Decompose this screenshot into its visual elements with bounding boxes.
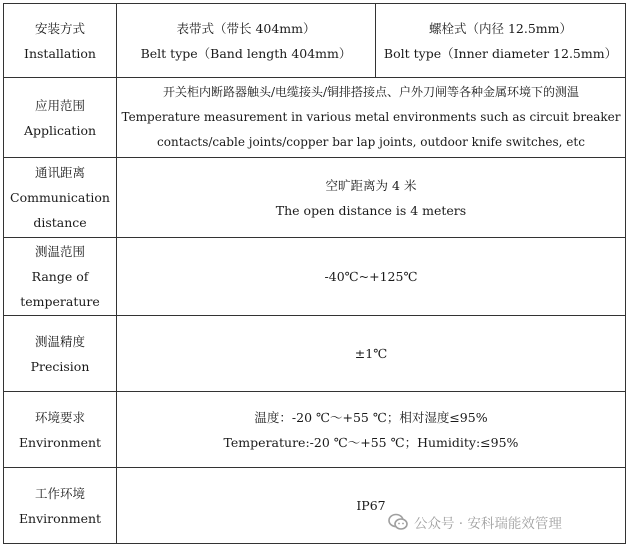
communication-row <box>4 158 626 238</box>
bolt-type-cell <box>376 4 626 78</box>
wechat-official-account-icon <box>388 513 408 531</box>
communication-label-zh: 通讯距离 <box>34 165 85 180</box>
application-label-en: Application <box>23 122 97 138</box>
application-label-cell <box>4 78 117 158</box>
working-value: IP67 <box>356 498 386 513</box>
installation-label-en: Installation <box>24 45 96 61</box>
environment-label-zh: 环境要求 <box>34 409 85 425</box>
environment-value-cell <box>117 392 626 468</box>
application-value-en-2: contacts/cable joints/copper bar lap joints, outdoor knife switches, etc <box>157 135 585 149</box>
range-label-zh: 测温范围 <box>34 244 85 259</box>
precision-value-cell <box>117 316 626 392</box>
belt-type-cell <box>117 4 376 78</box>
installation-row <box>4 4 626 78</box>
precision-label-zh: 测温精度 <box>34 333 85 349</box>
range-label-en-2: temperature <box>20 294 100 309</box>
application-value-en-1: Temperature measurement in various metal environments such as circuit breaker <box>121 110 621 124</box>
bolt-type-zh: 螺栓式（内径 12.5mm） <box>428 20 572 36</box>
range-label-cell <box>4 238 117 316</box>
application-label-zh: 应用范围 <box>34 97 85 113</box>
working-label-en: Environment <box>18 510 102 526</box>
application-value-zh: 开关柜内断路器触头/电缆接头/铜排搭接点、户外刀闸等各种金属环境下的测温 <box>162 85 580 99</box>
range-value-cell <box>117 238 626 316</box>
communication-label-en-1: Communication <box>10 190 110 205</box>
communication-value-zh: 空旷距离为 4 米 <box>325 177 417 193</box>
installation-label-zh: 安装方式 <box>34 20 85 36</box>
working-label-cell <box>4 468 117 544</box>
environment-value-zh: 温度：-20 ℃～+55 ℃；相对湿度≤95% <box>254 409 488 425</box>
precision-row <box>4 316 626 392</box>
working-value-cell <box>117 468 626 544</box>
working-label-zh: 工作环境 <box>34 485 85 501</box>
communication-label-en-2: distance <box>33 215 87 230</box>
precision-label-cell <box>4 316 117 392</box>
application-row <box>4 78 626 158</box>
environment-label-cell <box>4 392 117 468</box>
working-row <box>4 468 626 544</box>
environment-value-en: Temperature:-20 ℃～+55 ℃；Humidity:≤95% <box>223 434 519 450</box>
precision-label-en: Precision <box>30 358 90 374</box>
precision-value: ±1℃ <box>354 346 388 361</box>
spec-table <box>3 3 626 544</box>
communication-value-en: The open distance is 4 meters <box>275 202 467 218</box>
watermark-text: 公众号 · 安科瑞能效管理 <box>414 516 562 532</box>
application-value-cell <box>117 78 626 158</box>
environment-label-en: Environment <box>18 434 102 450</box>
range-label-en-1: Range of <box>31 269 89 284</box>
belt-type-zh: 表带式（带长 404mm） <box>176 20 316 36</box>
belt-type-en: Belt type（Band length 404mm） <box>140 45 352 61</box>
communication-value-cell <box>117 158 626 238</box>
watermark <box>388 512 562 532</box>
environment-row <box>4 392 626 468</box>
communication-label-cell <box>4 158 117 238</box>
installation-label-cell <box>4 4 117 78</box>
range-value: -40℃~+125℃ <box>324 269 418 284</box>
bolt-type-en: Bolt type（Inner diameter 12.5mm） <box>383 45 618 61</box>
range-row <box>4 238 626 316</box>
